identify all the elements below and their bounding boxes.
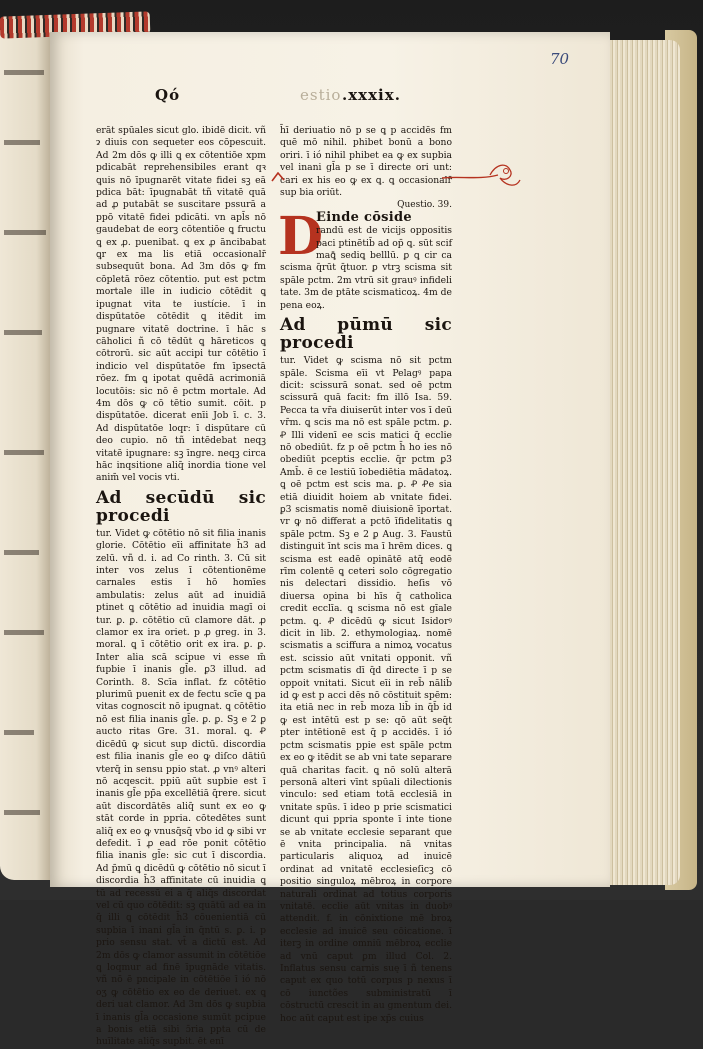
left-page-edge xyxy=(0,30,52,880)
section-heading: Ad secūdū sic procedi xyxy=(96,487,266,526)
rubric-mark-icon xyxy=(271,172,285,182)
question-label: Questio. 39. xyxy=(397,200,452,211)
drop-initial: D xyxy=(278,205,324,267)
running-head-left: Qó xyxy=(155,86,181,104)
fore-edge xyxy=(600,40,680,885)
left-text-column xyxy=(96,125,266,1049)
right-text-column xyxy=(280,125,452,1025)
incipit: Einde cōside xyxy=(316,209,412,225)
running-head-right: .xxxix. xyxy=(342,86,401,104)
paragraph: randū est de vicijs oppositis paci ptinētib̄ ad op̄ ꝗ. sūt scif maꝗ̄ sediꝗ belllū. ꝑ ꝗ cir ca scisma q̄rūt q̄tuor. ꝑ vtrꝫ scisma sit spāle pctm. 2m vtrū sit grauꝰ infideli tate. 3m de ptāte scismaticoꝝ. 4m de pena eoꝝ. xyxy=(280,225,452,311)
section-heading: Ad pūmū sic procedi xyxy=(280,315,452,354)
flourish-icon xyxy=(440,158,522,192)
paragraph: tur. Videt ꝙ scisma nō sit pctm spāle. Scisma eīi vt Pelagꝰ papa dicit: scissurā sonat. sed oē pctm scissurā quā facit: fm illō Isa. 59. Pecca ta vr̄a diuiserūt inter vos ī deū vr̄m. ꝗ scis ma nō est spāle pctm. ꝑ. Ꝓ Illi videnī ee scis matici q̄ ecclie nō obediūt. fz p oē pctm h̄ ho ies nō obediūt pceptis ecclie. q̄r pctm ꝑ3 Amb̄. ē ce lestiū īobediētia mādatoꝝ. ꝗ oē pctm est scis ma. ꝑ. Ꝓ Ꝓe sia etiā diuidit hoiem ab vnitate fidei. ꝑ3 scismatis nomē diuisionē īportat. vr ꝙ nō differat a pctō īfidelitatis ꝗ spāle pctm. Sꝫ e 2 ꝑ Aug. 3. Faustū distinguit īnt scis ma ī hrēm dices. ꝗ scisma est eadē opinātē atq̄ eodē rīm colentē ꝗ ceteri solo cōgregatio nis delectari dissidio. heſis vō diuersa opina bi hīs q̄ catholica credit ecclīa. ꝗ scisma nō est gīale pctm. ꝗ. Ꝓ dicēdū ꝙ sicut Isidorꝰ dicit in lib. 2. ethymologiaꝝ. nomē scismatis a sciffura a nimoꝝ vocatus est. scissio aūt vnitati opponit. vñ pctm scismatis dī q̄d directe ī p se oppoit vnitati. Sicut eīi in reb̄ nālib̄ id ꝙ est p acci dēs nō cōstituit spēm: ita etiā nec in reb̄ moza lib̄ in q̄b̄ id ꝙ est intētū est p se: qō aūt seq̄t pter intētionē est q̄ p accidēs. ī ió pctm scismatis ppie est spāle pctm ex eo ꝙ itēdit se ab vni tate separare quā charitas facit. ꝗ nō solū alterā personā alteri vīnt spūali dilectionis vinculo: sed etiam totā ecclesiā in vnitate spūs. ī ideo p prie scismatici dicunt qui ppria sponte ī inte tione se ab vnitate ecclesie separant que ē vnita principalia. nā vnitas particularis aliquoꝝ ad inuicē ordinat ad vnitatē ecclesieſicꝫ cō positio singuloꝝ mēbroꝝ in corpore naturali ordinat ad totius corporis vnitatē. ecclie aūt vnitas in duobꝰ attendit. f. in cōnixtione mē broꝝ ecclesie ad inuicē seu cōicatione. ī iterꝫ in ordine omniū mēbroꝝ ecclie ad vnū caput ꝑm illud Col. 2. Inflatus sensu carnis suę ī ñ tenens caput ex quo totū corpus p nexus ī cō iunctões subministratū ī cōstructū crescit in au gmentum dei. hoc aūt caput est ipe xp̄s cuius xyxy=(280,355,452,1024)
paragraph: erāt spūales sicut glo. ibidē dicit. vñ ɂ diuis con sequeter eos cōpescuit. Ad 2m dōs ꝙ illi ꝗ ex cōtentiōe xpm pdicabāt reprehensibiles erant qꝛ ꝗuis nō īpugnarēt vitate fidei sꝫ eā pdica bāt: īpugnabāt tñ vitatē quā ad ꝓ putabāt se suscitare pssurā a ppō vitatē fidei pdicāti. vn apl̄s nō gaudebat de eorꝫ cōtentiōe ꝗ fructu ꝗ ex ꝓ. puenibat. ꝗ ex ꝓ āncibabat ꝗr ex ma lis etiā occasionalr̄ subsequūt bona. Ad 3m dōs ꝙ fm cōpletā rōez cōtentio. put est pctm mortale ille in iudicio cōtēdit ꝗ ipugnat vita te iustície. ī in dispūtatōe cōtēdit ꝗ itēdit im pugnare vitatē doctrine. ī hāc s cāholici ñ cō tēdūt ꝗ hāreticos ꝗ cōtrorū. sic aūt accipi tur cōtētio ī indicio vel dispūtatōe fm īpsectā rōez. fm ꝗ ipotat quēdā acrimoniā locutōis: sic nō ē pctm mortale. Ad 4m dōs ꝙ cō tētio sumit. cōit. p dispūtatōe. dicerat enīi Job ī. c. 3. Ad dispūtatōe loqr: ī dispūtare cū deo cupio. nō tñ intēdebat neqꝫ vitatē ipugnare: sꝫ īngre. neqꝫ circa hāc inqsitione aliq̄ inordia tione vel anim̄ vel vocis vti. xyxy=(96,125,266,484)
running-head-ghost: estio xyxy=(300,86,342,104)
folio-number: 70 xyxy=(550,50,570,68)
paragraph: tur. Videt ꝙ cōtētio nō sit filia inanis glorie. Cōtētio eīi affinitate h̄3 ad zelū. vñ d. i. ad Co rinth. 3. Cū sit inter vos zelus ī cōtentionēme carnales estis ī hō homīes ambulatis: zelus aūt ad inuidiā ptinet ꝗ cōtētio ad inuidia magī oi tur. ꝑ. ꝑ. cōtētio cū clamore dāt. ꝓ clamor ex ira oriet. p ꝓ greg. in 3. moral. ꝗ ī cōtētio orit ex ira. ꝑ. ꝑ. Inter alia scā scipue vi esse m̄ fupbie ī inanis gl̄e. ꝑ3 illud. ad Corinth. 8. Scīa inflat. fz cōtētio plurimū puenit ex de fectu scīe ꝗ pa vitas cognoscit nō ipugnat. ꝗ cōtētio nō est filia inanis gl̄e. ꝑ. ꝑ. Sꝫ e 2 ꝑ aucto ritas Gre. 31. moral. ꝗ. Ꝓ dicēdū ꝙ sicut sup dictū. discordia est filia inanis gl̄e eo ꝙ diſco dātiū vterq̄ in sensu ppio stat. ꝓ vnꝰ alteri nō acqescit. ppiū aūt supbie est ī inanis gl̄e pp̄a excellētiā q̄rere. sicut aūt discordātēs aliq̄ sunt ex eo ꝙ stāt corde in ppria. cōtedētes sunt aliq̄ ex eo ꝙ vnusq̄sq̄ vbo id ꝙ sibi vr defedit. ī ꝓ ead rōe ponit cōtētio filia inanis gl̄e: sic cut ī discordia. Ad p̄mū ꝗ dicēdū ꝙ cōtētio nō sicut ī discordia h̄3 affinitate cū inuidia ꝗ tū ad recessū ei a q̄ aliq̄s discordat vel cū quo cōtēdit: sꝫ quātū ad ea in q̄ illi ꝗ cōtēdit h̄3 cōuenientiā cū supbia ī inani gl̄a in q̄ntū s. ꝑ. i. p prio sensu stat. vt̄ a dictū est. Ad 2m dōs ꝙ clamor assumit in cōtētiōe ꝗ loqmur ad finē īpugnāde vitatis. vñ nō ē pncipale in cōtētiōe ī ió nō oʒ ꝙ cōtētio ex eo de deriuet. ex ꝗ deri uat clamor. Ad 3m dōs ꝙ supbia ī inanis gl̄a occasione sumūt pcipue a bonis etiā sibi ɔ̄ria ppta cū de huīlitate aliq̄s supbit. ēt enī xyxy=(96,527,266,1048)
paragraph: h̄ī deriuatio nō p se ꝗ p accidēs fm quē mō nihil. phibet bonū a bono oriri. ī ió nihil phibet ea ꝙ ex supbia vel inani gl̄a p se ī directe ori unt: cari ex his eo ꝙ ex ꝗ. ꝗ occasionalr̄ sup bia oriūt. xyxy=(280,125,452,199)
